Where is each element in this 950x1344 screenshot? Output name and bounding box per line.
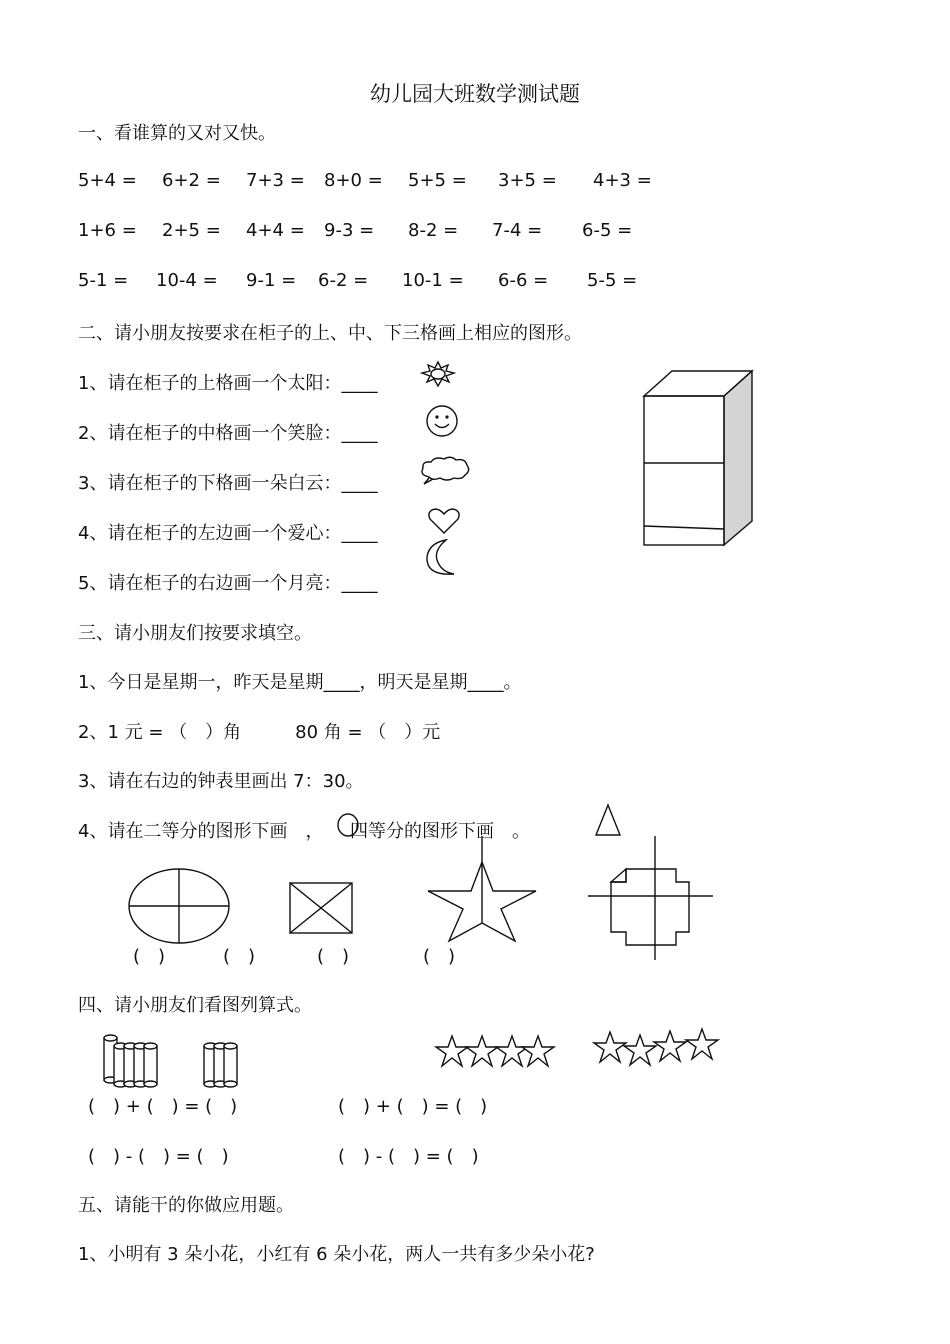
money-question: 2、1 元 = （ ）角 80 角 = （ ）元 [78,722,441,743]
math-problem: 8-2 = [408,220,459,241]
smiley-icon [424,403,460,439]
moon-icon [422,538,462,578]
math-problem: 5-5 = [587,270,638,291]
cloud-icon [418,454,472,488]
answer-blank[interactable]: ( ) [317,946,350,967]
math-problem: 7+3 = [246,170,305,191]
math-problem: 3+5 = [498,170,557,191]
math-problem: 8+0 = [324,170,383,191]
cabinet-instruction: 1、请在柜子的上格画一个太阳：____ [78,373,378,394]
hourglass-figure [286,880,356,936]
math-problem: 5+4 = [78,170,137,191]
circle-mark-icon [336,812,360,838]
fraction-question-part1: 4、请在二等分的图形下画 ， [78,821,324,842]
addition-equation[interactable]: ( ) + ( ) = ( ) [88,1096,238,1117]
math-problem: 2+5 = [162,220,221,241]
cross-quartered-figure [586,834,716,962]
addition-equation[interactable]: ( ) + ( ) = ( ) [338,1096,488,1117]
answer-blank[interactable]: ( ) [133,946,166,967]
fraction-question-part2: 四等分的图形下画 。 [350,821,530,842]
answer-blank[interactable]: ( ) [423,946,456,967]
subtraction-equation[interactable]: ( ) - ( ) = ( ) [88,1146,229,1167]
section-1-heading: 一、看谁算的又对又快。 [78,123,276,144]
section-3-heading: 三、请小朋友们按要求填空。 [78,623,312,644]
cabinet-figure [636,364,760,554]
math-problem: 6-2 = [318,270,369,291]
math-problem: 1+6 = [78,220,137,241]
triangle-mark-icon [594,803,622,837]
math-problem: 9-1 = [246,270,297,291]
math-problem: 9-3 = [324,220,375,241]
math-problem: 6-6 = [498,270,549,291]
sun-icon [418,360,458,388]
math-problem: 7-4 = [492,220,543,241]
clock-question: 3、请在右边的钟表里画出 7：30。 [78,771,364,792]
answer-blank[interactable]: ( ) [223,946,256,967]
math-problem: 6+2 = [162,170,221,191]
cylinders-figure [100,1034,250,1088]
math-problem: 10-1 = [402,270,464,291]
section-2-heading: 二、请小朋友按要求在柜子的上、中、下三格画上相应的图形。 [78,323,582,344]
oval-quartered-figure [126,866,232,946]
heart-icon [426,507,462,535]
weekday-question: 1、今日是星期一，昨天是星期____，明天是星期____。 [78,672,522,693]
cabinet-instruction: 4、请在柜子的左边画一个爱心：____ [78,523,378,544]
page-title: 幼儿园大班数学测试题 [370,82,580,106]
cabinet-instruction: 3、请在柜子的下格画一朵白云：____ [78,473,378,494]
cabinet-instruction: 5、请在柜子的右边画一个月亮：____ [78,573,378,594]
math-problem: 10-4 = [156,270,218,291]
section-4-heading: 四、请小朋友们看图列算式。 [78,995,312,1016]
star-halved-figure [424,834,540,946]
math-problem: 5-1 = [78,270,129,291]
stars-figure [430,1024,730,1074]
math-problem: 6-5 = [582,220,633,241]
subtraction-equation[interactable]: ( ) - ( ) = ( ) [338,1146,479,1167]
math-problem: 4+4 = [246,220,305,241]
math-problem: 5+5 = [408,170,467,191]
math-problem: 4+3 = [593,170,652,191]
word-problem: 1、小明有 3 朵小花，小红有 6 朵小花，两人一共有多少朵小花? [78,1244,595,1265]
cabinet-instruction: 2、请在柜子的中格画一个笑脸：____ [78,423,378,444]
section-5-heading: 五、请能干的你做应用题。 [78,1195,294,1216]
